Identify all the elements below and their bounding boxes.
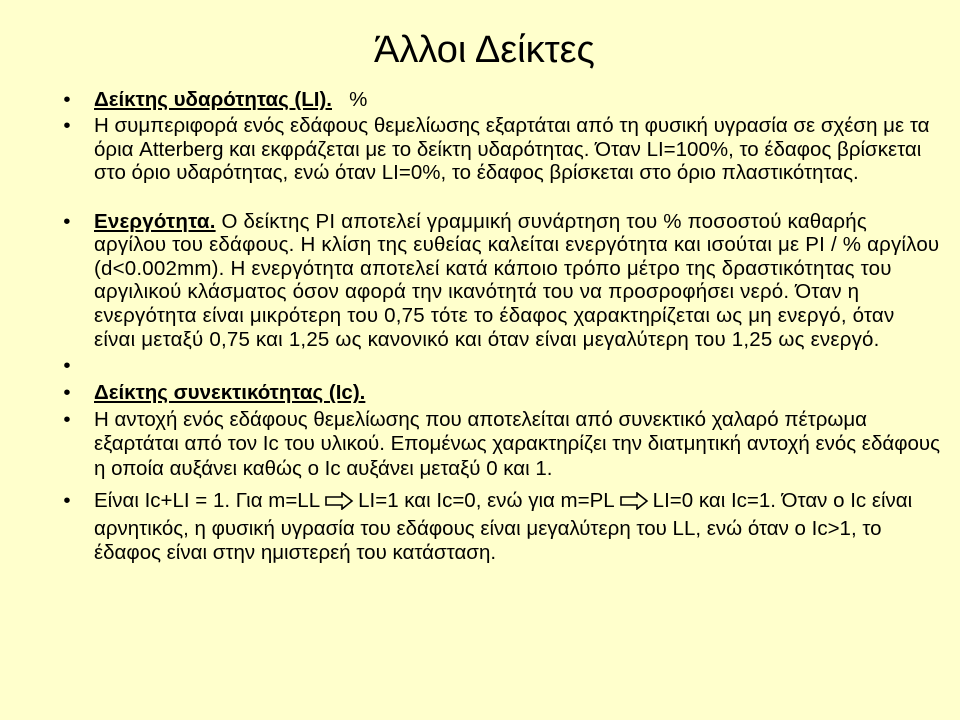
bullet-icon: • xyxy=(63,407,71,431)
bullet-activity xyxy=(60,210,940,352)
activity-text: Ο δείκτης PI αποτελεί γραμμική συνάρτηση του % ποσοστού καθαρής αργίλου του εδάφους. Η κλίση της ευθείας καλείται ενεργότητα και ισούται με PI / % αργίλου (d<0.002mm). Η ενεργότητα αποτελεί κατά κάποιο τρόπο μέτρο της δραστικότητας του αργιλικού κλάσματος όσον αφορά την ικανότητά του να προσροφήσει νερό. Όταν η ενεργότητα είναι μικρότερη του 0,75 τότε το έδαφος χαρακτηρίζεται ως μη ενεργό, όταν είναι μεταξύ 0,75 και 1,25 ως κανονικό και όταν είναι μεγαλύτερη του 1,25 ως ενεργό. xyxy=(94,209,940,351)
bullet-liquidity-description xyxy=(60,114,940,184)
bullet-relation xyxy=(60,489,940,566)
bullet-consistency-index xyxy=(60,381,940,404)
liquidity-index-tail: % xyxy=(332,88,368,111)
consistency-index-heading: Δείκτης συνεκτικότητας (Ic). xyxy=(94,381,366,405)
bullet-icon: • xyxy=(63,354,71,378)
liquidity-index-heading: Δείκτης υδαρότητας (LI). xyxy=(94,88,332,111)
bullet-icon: • xyxy=(63,209,71,233)
bullet-icon: • xyxy=(63,88,71,111)
implies-arrow-icon xyxy=(324,492,354,517)
relation-part-3: LI=0 και Ic=1. Όταν ο Ic είναι αρνητικός, η φυσική υγρασία του εδάφους είναι μεγαλύτερη του LL, ενώ όταν ο Ic>1, το έδαφος είναι στην ημιστερεή του κατάσταση. xyxy=(94,489,913,565)
bullet-icon: • xyxy=(63,489,71,513)
slide-title: Άλλοι Δείκτες xyxy=(374,29,595,71)
bullet-icon: • xyxy=(63,381,71,405)
relation-part-2: LI=1 και Ic=0, ενώ για m=PL xyxy=(358,489,615,513)
bullet-empty xyxy=(60,354,940,377)
bullet-icon: • xyxy=(63,114,71,138)
consistency-description-text: Η αντοχή ενός εδάφους θεμελίωσης που αποτελείται από συνεκτικό χαλαρό πέτρωμα εξαρτάται από τον Ic του υλικού. Επομένως χαρακτηρίζει την διατμητική αντοχή ενός εδάφους η οποία αυξάνει καθώς ο Ic αυξάνει μεταξύ 0 και 1. xyxy=(94,407,940,480)
implies-arrow-icon xyxy=(619,492,649,517)
bullet-liquidity-index xyxy=(60,88,940,111)
relation-part-1: Είναι Ic+LI = 1. Για m=LL xyxy=(94,489,321,513)
bullet-consistency-description xyxy=(60,408,940,482)
activity-heading: Ενεργότητα. xyxy=(94,209,216,233)
liquidity-description-text: Η συμπεριφορά ενός εδάφους θεμελίωσης εξαρτάται από τη φυσική υγρασία σε σχέση με τα όρια Atterberg και εκφράζεται με το δείκτη υδαρότητας. Όταν LI=100%, το έδαφος βρίσκεται στο όριο υδαρότητας, ενώ όταν LI=0%, το έδαφος βρίσκεται στο όριο πλαστικότητας. xyxy=(94,114,930,185)
bullet-list xyxy=(60,88,940,566)
